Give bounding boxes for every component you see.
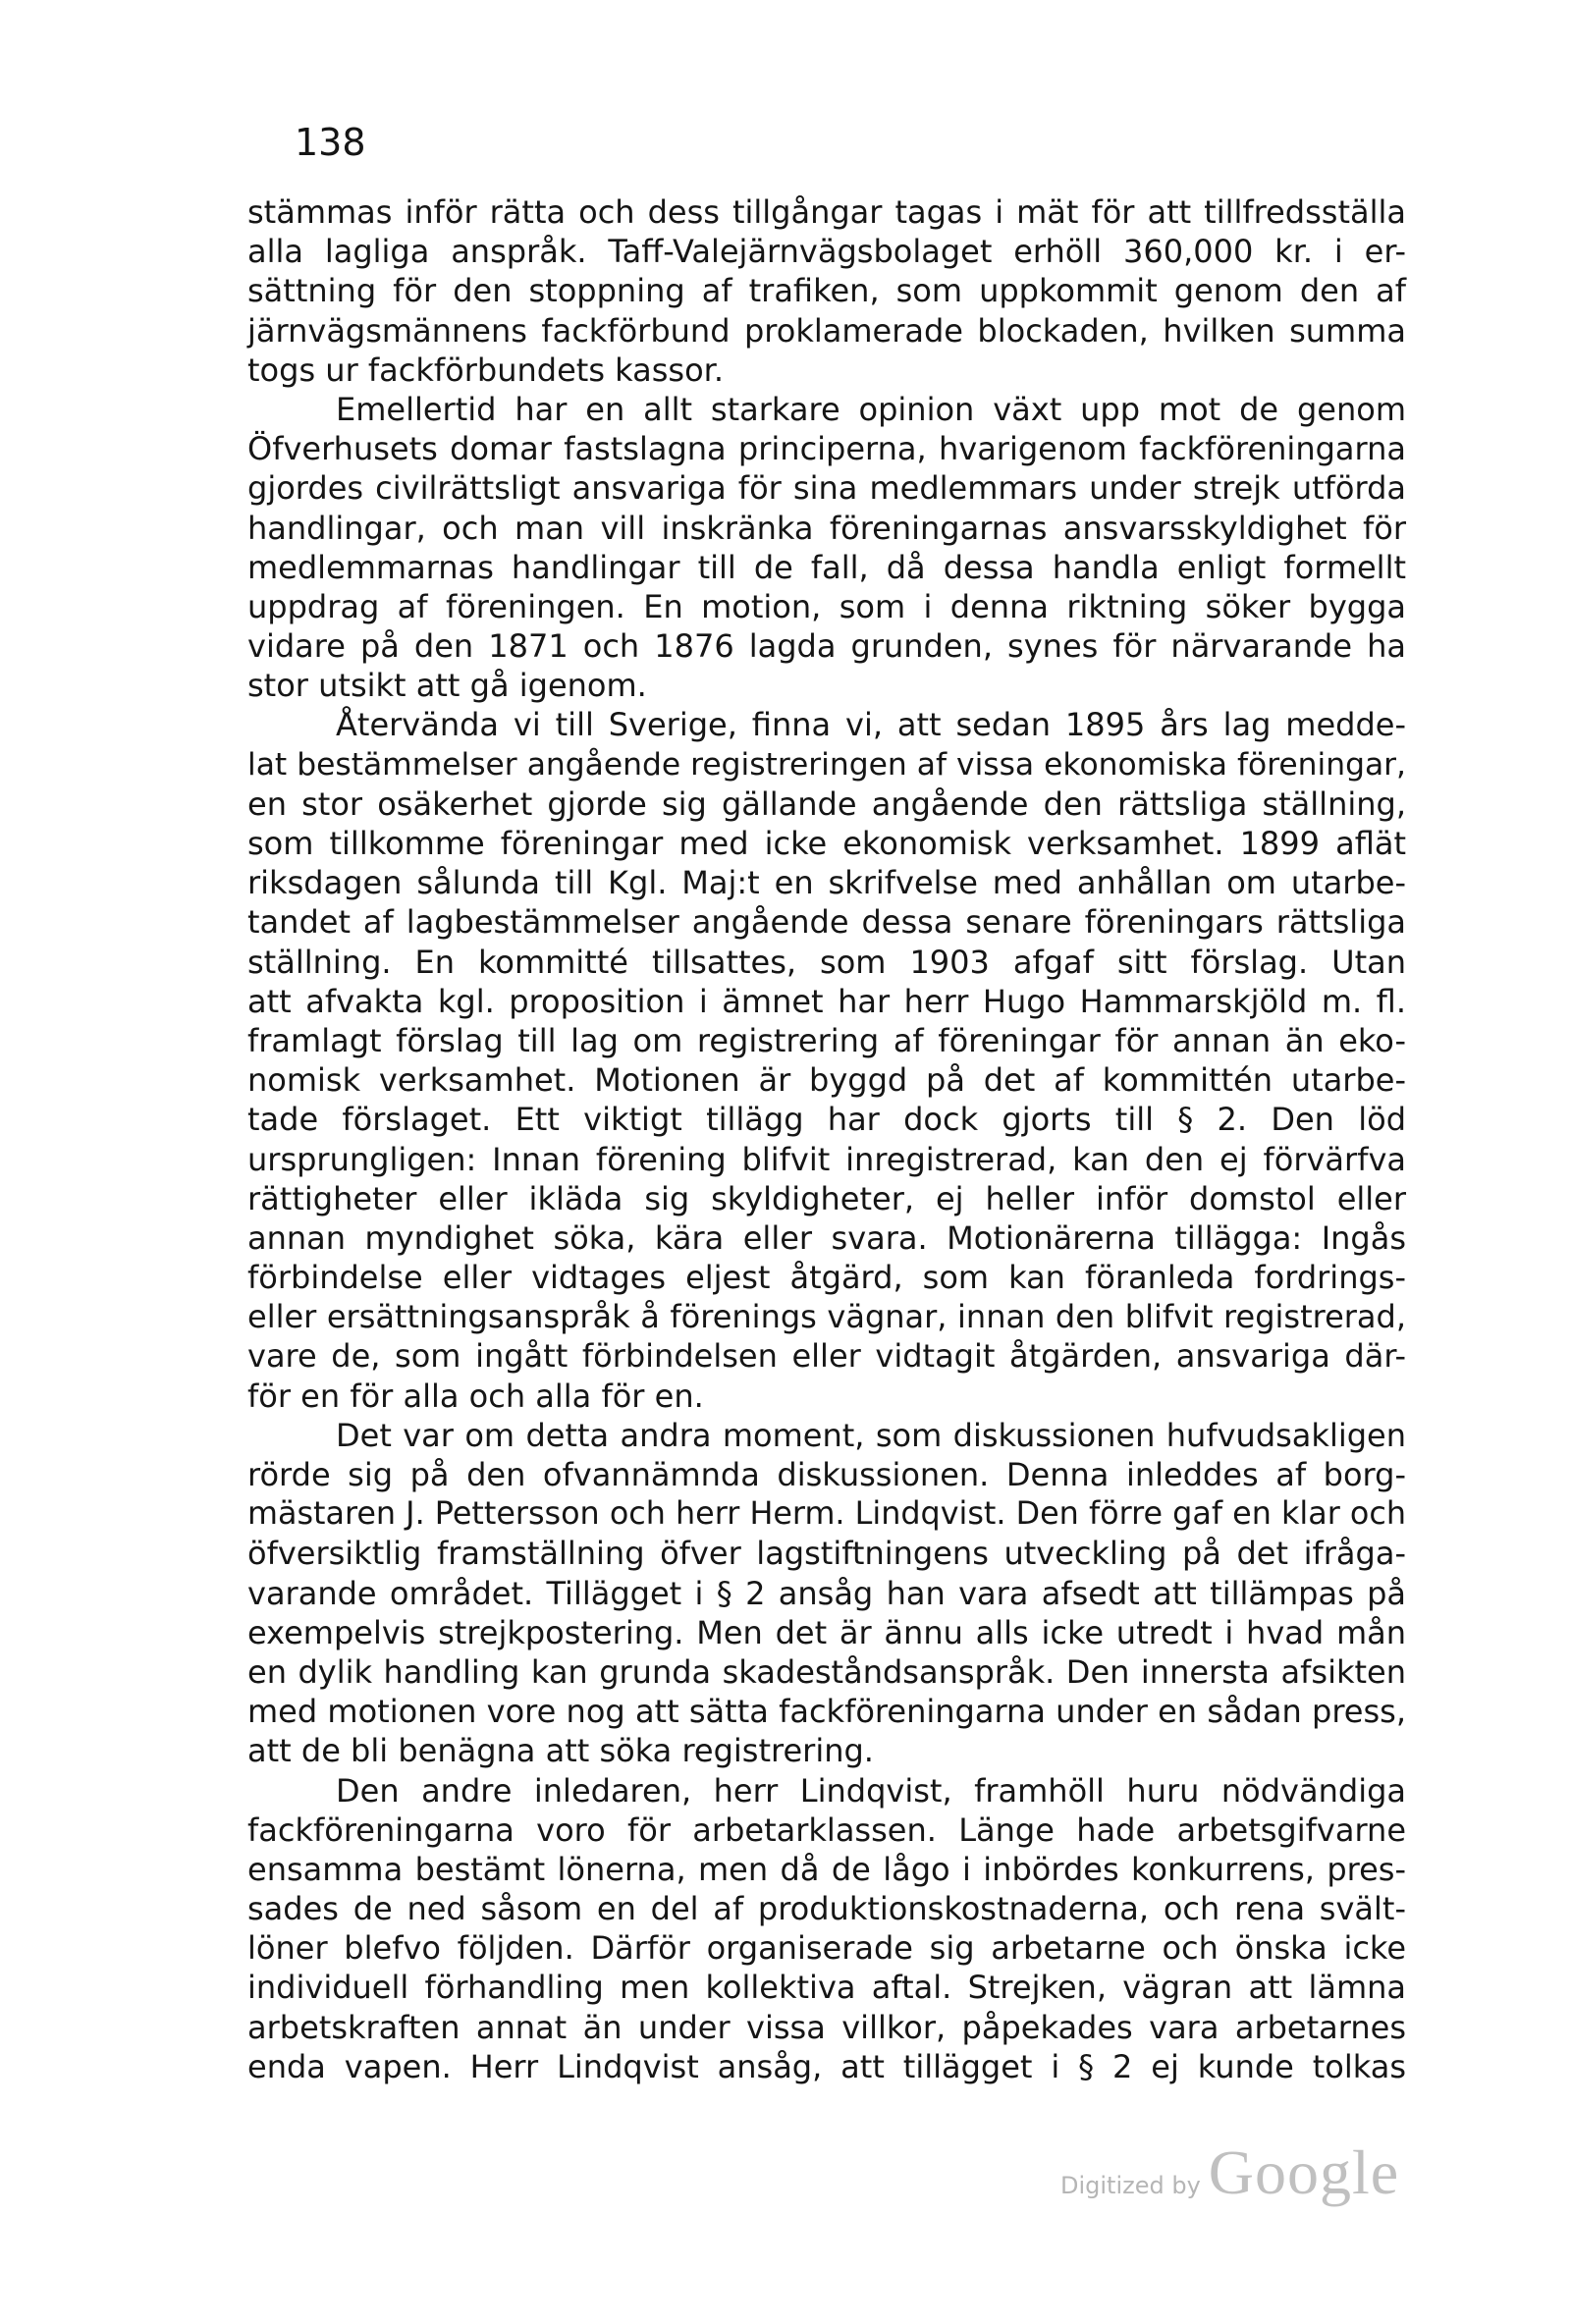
text-line: Återvända vi till Sverige, finna vi, att sedan 1895 års lag medde- — [336, 706, 1406, 744]
text-line: arbetskraften annat än under vissa villkor, påpekades vara arbetarnes — [247, 2008, 1406, 2046]
text-line: som tillkomme föreningar med icke ekonomisk verksamhet. 1899 aflät — [247, 825, 1406, 862]
text-line: sades de ned såsom en del af produktionskostnaderna, och rena svält- — [247, 1890, 1406, 1928]
text-line: med motionen vore nog att sätta fackföreningarna under en sådan press, — [247, 1693, 1406, 1731]
text-line: riksdagen sålunda till Kgl. Maj:t en skrifvelse med anhållan om utarbe- — [247, 864, 1406, 902]
text-line: tade förslaget. Ett viktigt tillägg har dock gjorts till § 2. Den löd — [247, 1101, 1406, 1139]
text-line: uppdrag af föreningen. En motion, som i denna riktning söker bygga — [247, 587, 1406, 625]
watermark-prefix: Digitized by — [1060, 2172, 1201, 2199]
text-line: järnvägsmännens fackförbund proklamerade blockaden, hvilken summa — [247, 311, 1406, 350]
text-line: medlemmarnas handlingar till de fall, då dessa handla enligt formellt — [247, 548, 1406, 586]
text-line: togs ur fackförbundets kassor. — [247, 351, 725, 389]
text-line: Det var om detta andra moment, som diskussionen hufvudsakligen — [336, 1416, 1406, 1454]
text-line: Den andre inledaren, herr Lindqvist, framhöll huru nödvändiga — [336, 1771, 1406, 1810]
text-line: handlingar, och man vill inskränka föreningarnas ansvarsskyldighet för — [247, 509, 1406, 547]
text-line: varande området. Tillägget i § 2 ansåg han vara afsedt att tillämpas på — [247, 1574, 1406, 1612]
text-line: Emellertid har en allt starkare opinion växt upp mot de genom — [336, 390, 1406, 428]
text-line: löner blefvo följden. Därför organiserade sig arbetarne och önska icke — [247, 1929, 1406, 1968]
text-line: ställning. En kommitté tillsattes, som 1903 afgaf sitt förslag. Utan — [247, 943, 1406, 981]
text-line: framlagt förslag till lag om registrering af föreningar för annan än eko- — [247, 1021, 1406, 1059]
text-line: fackföreningarna voro för arbetarklassen. Länge hade arbetsgifvarne — [247, 1811, 1406, 1849]
digitized-watermark — [1060, 2136, 1399, 2209]
text-line: nomisk verksamhet. Motionen är byggd på det af kommittén utarbe- — [247, 1061, 1406, 1100]
text-line: Öfverhusets domar fastslagna principerna, hvarigenom fackföreningarna — [247, 430, 1406, 468]
text-line: mästaren J. Pettersson och herr Herm. Lindqvist. Den förre gaf en klar och — [247, 1495, 1406, 1533]
text-line: rättigheter eller ikläda sig skyldigheter, ej heller inför domstol eller — [247, 1179, 1406, 1217]
text-line: enda vapen. Herr Lindqvist ansåg, att tillägget i § 2 ej kunde tolkas — [247, 2047, 1406, 2085]
body-text — [247, 192, 1406, 2086]
google-logo: Google — [1208, 2137, 1400, 2207]
text-line: ursprungligen: Innan förening blifvit inregistrerad, kan den ej förvärfva — [247, 1140, 1406, 1178]
text-line: öfversiktlig framställning öfver lagstiftningens utveckling på det ifråga- — [247, 1535, 1406, 1573]
text-line: förbindelse eller vidtages eljest åtgärd, som kan föranleda fordrings- — [247, 1259, 1406, 1297]
text-line: vare de, som ingått förbindelsen eller vidtagit åtgärden, ansvariga där- — [247, 1337, 1406, 1376]
text-line: en dylik handling kan grunda skadeståndsanspråk. Den innersta afsikten — [247, 1652, 1406, 1691]
text-line: individuell förhandling men kollektiva aftal. Strejken, vägran att lämna — [247, 1969, 1406, 2007]
text-line: alla lagliga anspråk. Taff-Valejärnvägsbolaget erhöll 360,000 kr. i er- — [247, 233, 1406, 271]
text-line: ensamma bestämt lönerna, men då de lågo i inbördes konkurrens, pres- — [247, 1850, 1406, 1888]
text-line: för en för alla och alla för en. — [247, 1377, 704, 1415]
text-line: annan myndighet söka, kära eller svara. Motionärerna tillägga: Ingås — [247, 1218, 1406, 1257]
text-line: lat bestämmelser angående registreringen af vissa ekonomiska föreningar, — [247, 746, 1406, 783]
text-line: stor utsikt att gå igenom. — [247, 667, 647, 705]
text-line: tandet af lagbestämmelser angående dessa senare föreningars rättsliga — [247, 903, 1406, 942]
text-line: exempelvis strejkpostering. Men det är ännu alls icke utredt i hvad mån — [247, 1613, 1406, 1651]
text-line: rörde sig på den ofvannämnda diskussionen. Denna inleddes af borg- — [247, 1456, 1406, 1493]
text-line: att afvakta kgl. proposition i ämnet har herr Hugo Hammarskjöld m. fl. — [247, 982, 1406, 1020]
text-line: sättning för den stoppning af trafiken, som uppkommit genom den af — [247, 272, 1406, 310]
text-line: gjordes civilrättsligt ansvariga för sina medlemmars under strejk utförda — [247, 469, 1406, 508]
page-number: 138 — [295, 121, 366, 164]
text-line: stämmas inför rätta och dess tillgångar tagas i mät för att tillfredsställa — [247, 193, 1406, 231]
text-line: vidare på den 1871 och 1876 lagda grunden, synes för närvarande ha — [247, 627, 1406, 666]
text-line: att de bli benägna att söka registrering. — [247, 1732, 874, 1770]
text-line: en stor osäkerhet gjorde sig gällande angående den rättsliga ställning, — [247, 784, 1406, 823]
text-line: eller ersättningsanspråk å förenings vägnar, innan den blifvit registrerad, — [247, 1298, 1406, 1336]
